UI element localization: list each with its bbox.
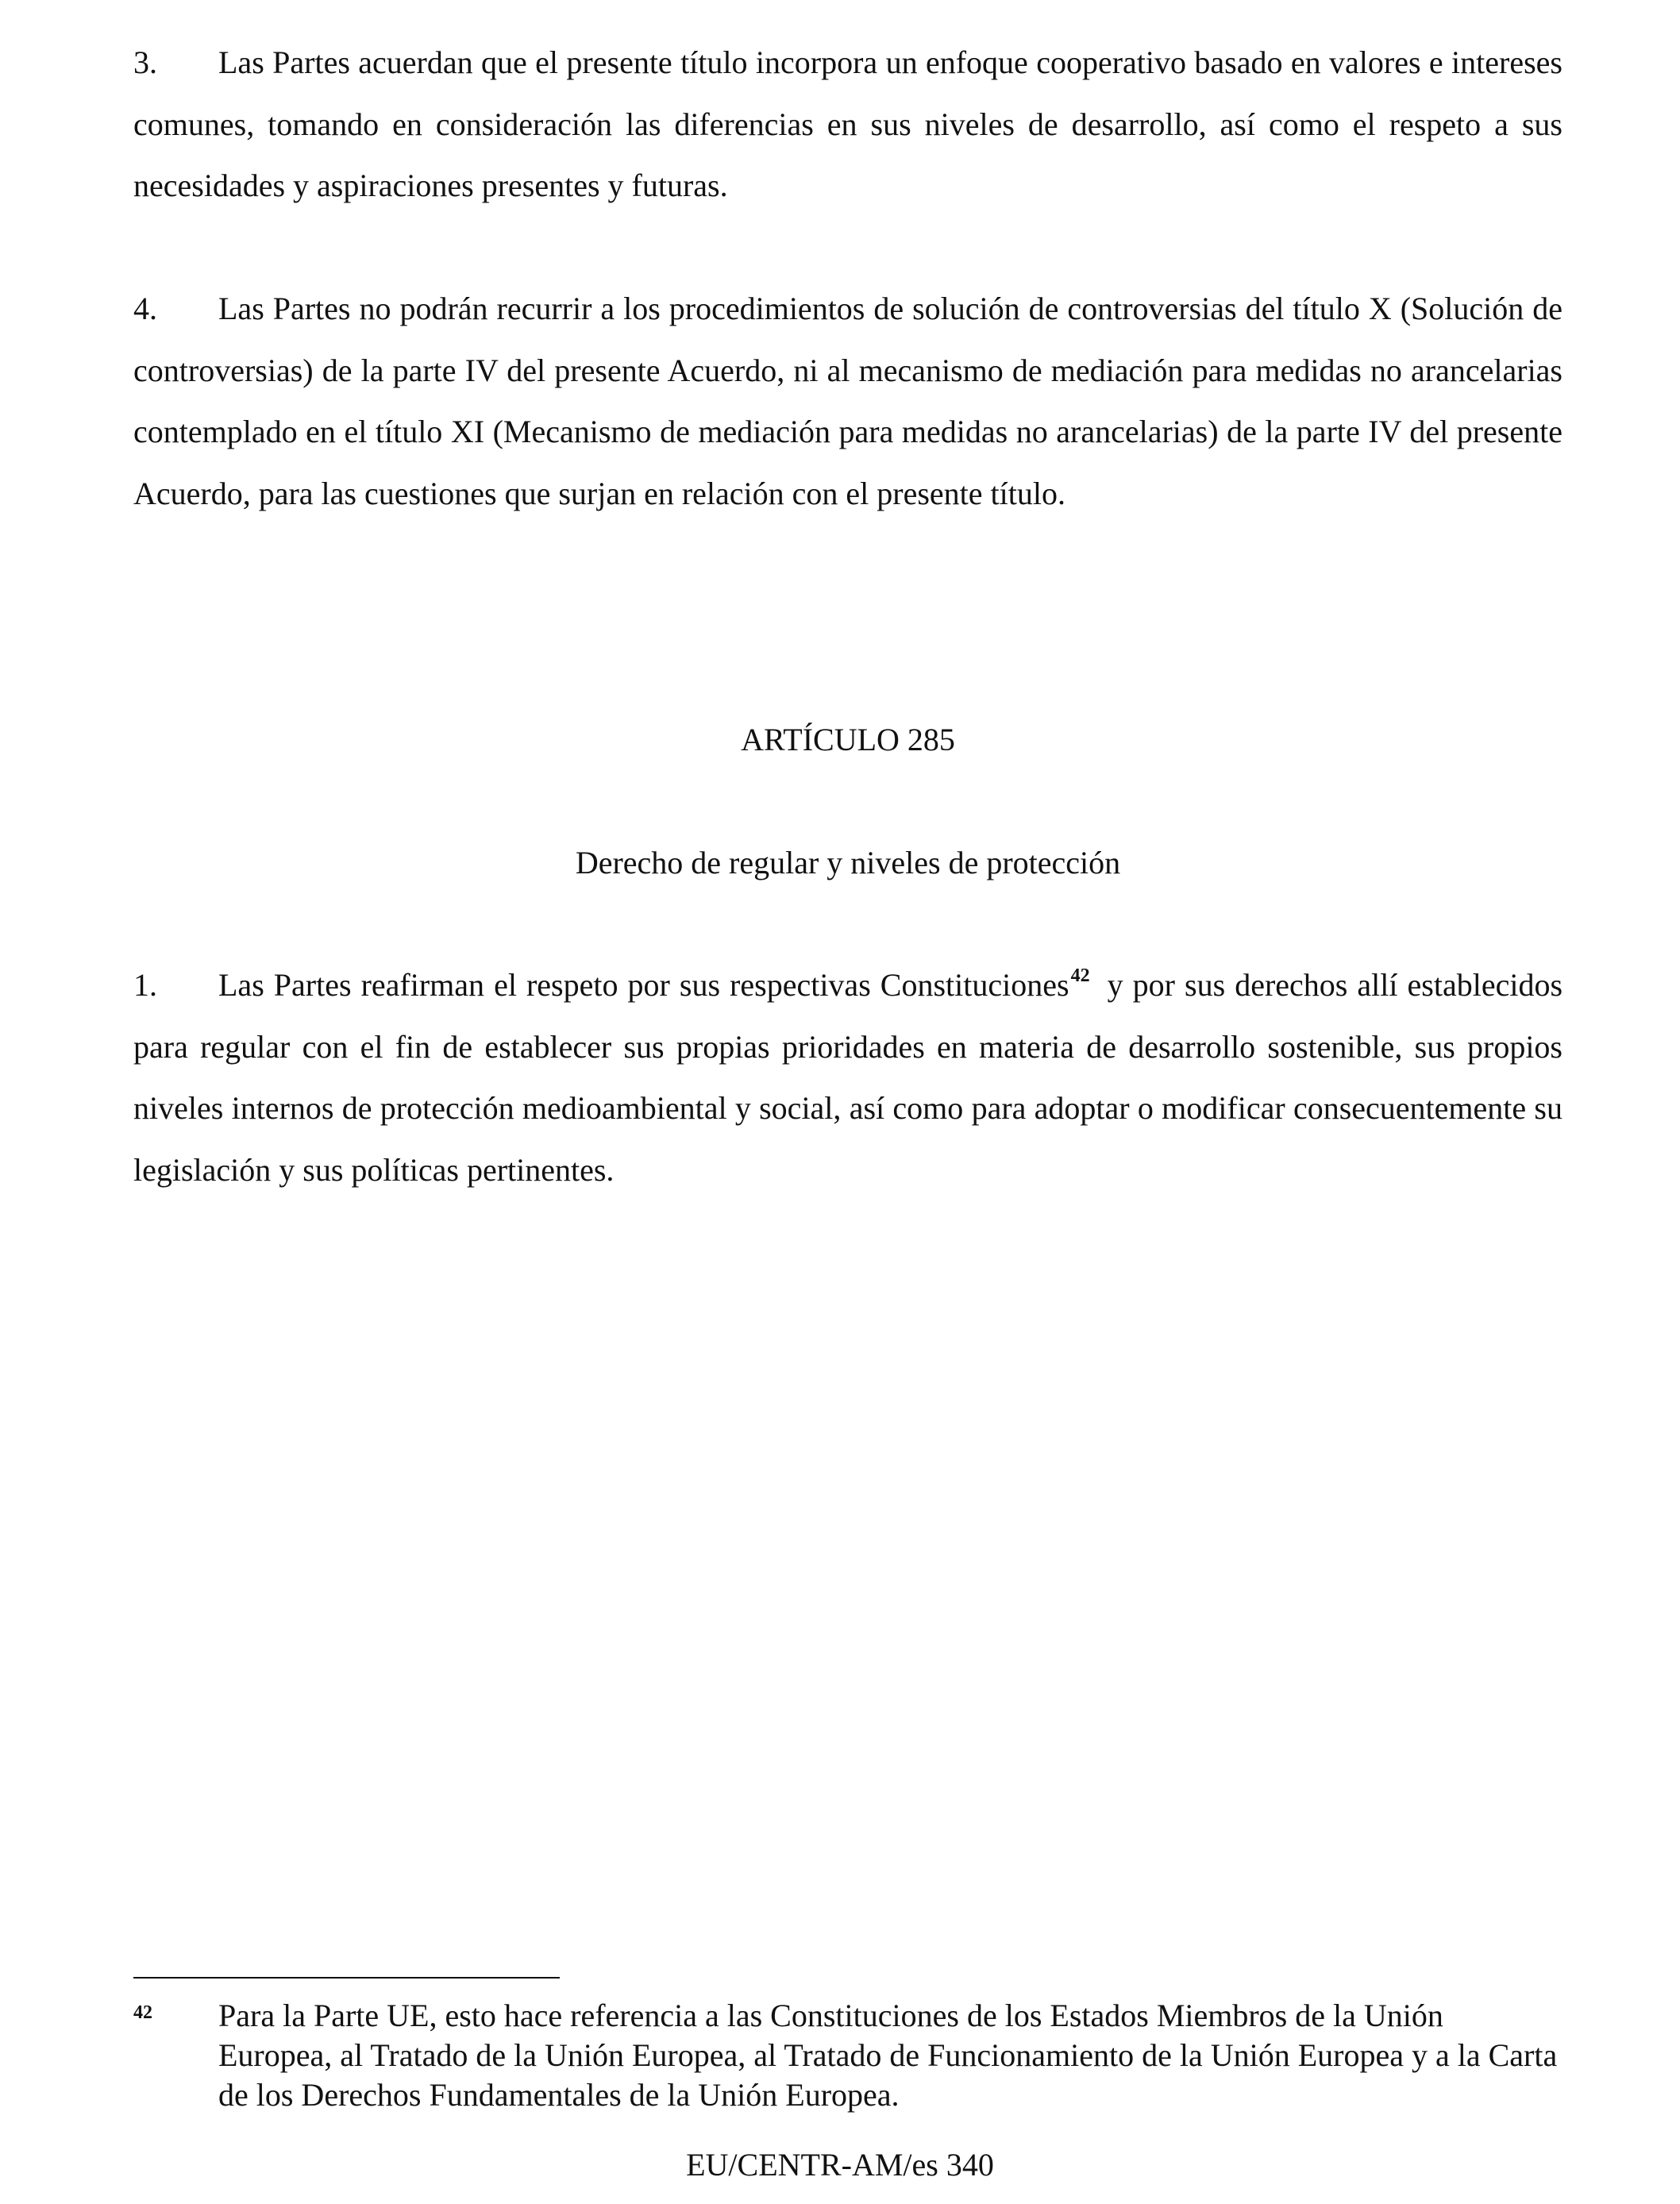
paragraph-text: Las Partes no podrán recurrir a los procedimientos de solución de controversias del título X (Solución de controversias) de la parte IV del presente Acuerdo, ni al mecanismo de mediación para medidas no arancelarias contemplado en el título XI (Mecanismo de mediación para medidas no arancelarias) de la parte IV del presente Acuerdo, para las cuestiones que surjan en relación con el presente título.: [133, 291, 1562, 511]
footnote-separator: [133, 1977, 560, 1979]
page-footer: EU/CENTR-AM/es 340: [686, 2147, 994, 2183]
paragraph-3: [133, 32, 1562, 217]
paragraph-text: Las Partes acuerdan que el presente título incorpora un enfoque cooperativo basado en valores e intereses comunes, tomando en consideración las diferencias en sus niveles de desarrollo, así como el respeto a sus necesidades y aspiraciones presentes y futuras.: [133, 44, 1562, 203]
footnote-reference[interactable]: 42: [1070, 965, 1090, 986]
article-subtitle: Derecho de regular y niveles de protección: [575, 845, 1121, 880]
paragraph-text-before: Las Partes reafirman el respeto por sus respectivas Constituciones: [218, 967, 1069, 1003]
article-heading: ARTÍCULO 285: [741, 722, 955, 757]
paragraph-1: [133, 954, 1562, 1200]
footnote-text: Para la Parte UE, esto hace referencia a las Constituciones de los Estados Miembros de la Unión Europea, al Tratado de la Unión Europea, al Tratado de Funcionamiento de la Unión Europea y a la Carta de los Derechos Fundamentales de la Unión Europea.: [218, 1998, 1558, 2113]
paragraph-number: 1.: [133, 967, 157, 1003]
paragraph-number: 4.: [133, 291, 157, 326]
paragraph-number: 3.: [133, 44, 157, 80]
paragraph-text-after: y por sus derechos allí establecidos para regular con el fin de establecer sus propias prioridades en materia de desarrollo sostenible, sus propios niveles internos de protección medioambiental y social, así como para adoptar o modificar consecuentemente su legislación y sus políticas pertinentes.: [133, 967, 1563, 1188]
footnote-number: 42: [133, 2002, 152, 2023]
paragraph-4: [133, 278, 1562, 524]
